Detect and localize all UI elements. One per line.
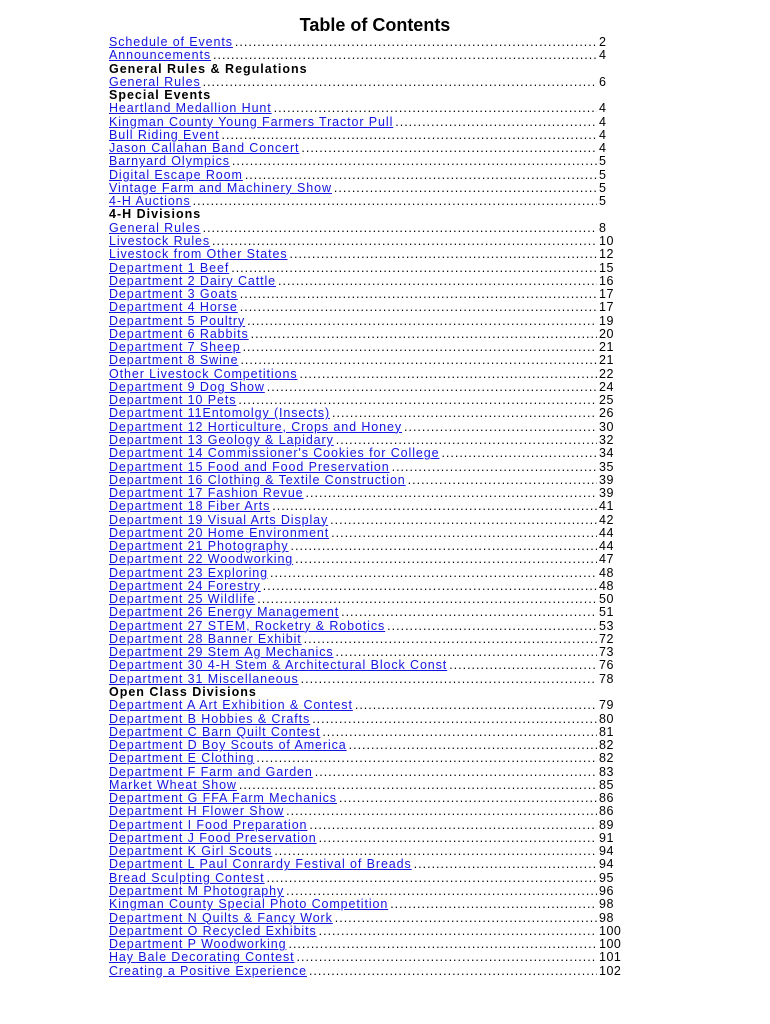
toc-entry [109,832,629,845]
toc-entry [109,965,629,978]
dot-leader [315,766,597,779]
toc-entry-link[interactable]: Department N Quilts & Fancy Work [109,910,333,925]
page-number: 44 [599,539,614,554]
toc-entry-link[interactable]: Department 3 Goats [109,287,238,302]
dot-leader [247,315,597,328]
toc-entry-link[interactable]: Department 1 Beef [109,260,230,275]
toc-entry-link[interactable]: Department 28 Banner Exhibit [109,631,302,646]
toc-entry-link[interactable]: Department A Art Exhibition & Contest [109,698,353,713]
toc-entry [109,845,629,858]
dot-leader [240,301,597,314]
toc-entry [109,514,629,527]
page-number: 4 [599,101,607,116]
toc-entry [109,142,629,155]
dot-leader [387,620,597,633]
page-number: 39 [599,472,614,487]
toc-entry-link[interactable]: Department J Food Preservation [109,830,317,845]
toc-entry-link[interactable]: Department M Photography [109,884,285,898]
dot-leader [334,182,597,195]
page-number: 80 [599,711,614,726]
toc-entry-link[interactable]: Department 27 STEM, Rocketry & Robotics [109,618,386,633]
dot-leader [339,792,597,805]
toc-list [109,36,629,978]
toc-entry [109,885,629,898]
dot-leader [213,49,597,62]
toc-entry-link[interactable]: Department 26 Energy Management [109,605,340,620]
dot-leader [319,832,597,845]
page-number: 81 [599,724,614,739]
page-number: 42 [599,512,614,527]
toc-entry-link[interactable]: Department I Food Preparation [109,817,308,832]
page-number: 19 [599,313,614,328]
dot-leader [404,421,597,434]
section-heading-label: Open Class Divisions [109,685,257,700]
page-number: 89 [599,817,614,832]
page-number: 94 [599,844,614,859]
toc-entry-link[interactable]: 4-H Auctions [109,194,191,209]
page-number: 21 [599,340,614,355]
toc-entry [109,394,629,407]
page-number: 39 [599,486,614,501]
page-number: 98 [599,897,614,912]
page-number: 35 [599,459,614,474]
toc-entry [109,951,629,964]
toc-entry-link[interactable]: Department P Woodworking [109,937,287,952]
toc-entry-link[interactable]: Department L Paul Conrardy Festival of Breads [109,857,412,872]
section-heading-label: Special Events [109,88,212,103]
dot-leader [243,341,597,354]
toc-entry [109,328,629,341]
dot-leader [295,553,597,566]
toc-entry [109,288,629,301]
toc-entry-link[interactable]: Department 25 Wildlife [109,592,256,607]
section-heading [109,208,629,221]
toc-entry [109,819,629,832]
page-number: 85 [599,777,614,792]
dot-leader [322,726,597,739]
toc-entry-link[interactable]: General Rules [109,74,201,89]
page-number: 47 [599,552,614,567]
page-number: 21 [599,353,614,368]
toc-entry-link[interactable]: Department E Clothing [109,751,255,766]
toc-entry [109,434,629,447]
toc-entry [109,898,629,911]
toc-entry-link[interactable]: Vintage Farm and Machinery Show [109,180,332,195]
toc-entry [109,620,629,633]
toc-entry [109,421,629,434]
page-number: 50 [599,592,614,607]
toc-entry-link[interactable]: Department B Hobbies & Crafts [109,711,311,726]
toc-entry-link[interactable]: Department 18 Fiber Arts [109,499,271,514]
toc-entry [109,169,629,182]
page-number: 34 [599,446,614,461]
document-title: Table of Contents [299,15,451,35]
toc-entry [109,315,629,328]
dot-leader [290,248,597,261]
toc-entry-link[interactable]: Department C Barn Quilt Contest [109,724,321,739]
toc-entry-link[interactable]: Creating a Positive Experience [109,963,307,978]
toc-entry [109,792,629,805]
toc-entry-link[interactable]: Department 29 Stem Ag Mechanics [109,645,334,660]
toc-entry-link[interactable]: Department 6 Rabbits [109,326,249,341]
page-number: 6 [599,74,607,89]
dot-leader [392,461,597,474]
toc-entry-link[interactable]: Department 13 Geology & Lapidary [109,432,334,447]
toc-entry [109,858,629,871]
toc-entry [109,155,629,168]
toc-entry-link[interactable]: Department 16 Clothing & Textile Construction [109,472,406,487]
toc-entry [109,447,629,460]
toc-entry-link[interactable]: Department 5 Poultry [109,313,246,328]
page-number: 102 [599,963,622,978]
toc-entry-link[interactable]: Department 9 Dog Show [109,379,265,394]
toc-entry-link[interactable]: Livestock from Other States [109,247,288,262]
toc-entry-link[interactable]: Department 8 Swine [109,353,239,368]
page-number: 78 [599,671,614,686]
toc-entry [109,925,629,938]
toc-entry-link[interactable]: Department 14 Commissioner's Cookies for College [109,446,440,461]
toc-entry [109,407,629,420]
toc-entry-link[interactable]: General Rules [109,220,201,235]
toc-entry-link[interactable]: Schedule of Events [109,35,233,49]
toc-entry [109,779,629,792]
page-number: 86 [599,791,614,806]
toc-entry [109,606,629,619]
toc-entry [109,354,629,367]
page-number: 16 [599,273,614,288]
page-number: 94 [599,857,614,872]
toc-entry-link[interactable]: Department 7 Sheep [109,340,241,355]
toc-entry-link[interactable]: Jason Callahan Band Concert [109,141,300,156]
toc-entry [109,487,629,500]
toc-entry [109,659,629,672]
page-number: 24 [599,379,614,394]
toc-entry [109,766,629,779]
toc-entry-link[interactable]: Department 22 Woodworking [109,552,294,567]
page-number: 8 [599,220,607,235]
dot-leader [390,898,597,911]
dot-leader [240,288,597,301]
toc-entry [109,102,629,115]
dot-leader [286,805,597,818]
dot-leader [395,116,597,129]
toc-entry [109,912,629,925]
toc-entry-link[interactable]: Department 15 Food and Food Preservation [109,459,390,474]
toc-entry [109,474,629,487]
toc-entry-link[interactable]: Department 17 Fashion Revue [109,486,304,501]
dot-leader [267,381,597,394]
page-number: 72 [599,631,614,646]
dot-leader [203,222,597,235]
page-number: 82 [599,751,614,766]
dot-leader [232,155,597,168]
dot-leader [240,354,597,367]
dot-leader [267,872,597,885]
page-number: 91 [599,830,614,845]
dot-leader [408,474,597,487]
toc-entry-link[interactable]: Announcements [109,48,212,63]
page-number: 48 [599,578,614,593]
dot-leader [272,500,597,513]
dot-leader [278,275,597,288]
toc-entry-link[interactable]: Department 20 Home Environment [109,525,330,540]
toc-entry [109,116,629,129]
toc-entry-link[interactable]: Department 23 Exploring [109,565,268,580]
dot-leader [270,567,597,580]
toc-entry-link[interactable]: Department 19 Visual Arts Display [109,512,329,527]
toc-entry-link[interactable]: Kingman County Young Farmers Tractor Pull [109,114,394,129]
page-number: 4 [599,48,607,63]
dot-leader [251,328,597,341]
toc-entry [109,341,629,354]
page-number: 12 [599,247,614,262]
dot-leader [449,659,597,672]
toc-entry [109,593,629,606]
toc-entry [109,368,629,381]
toc-entry [109,713,629,726]
dot-leader [330,514,597,527]
section-heading-label: 4-H Divisions [109,207,202,222]
toc-entry [109,540,629,553]
dot-leader [441,447,597,460]
page-number: 73 [599,645,614,660]
toc-entry [109,381,629,394]
page-number: 98 [599,910,614,925]
page-number: 82 [599,738,614,753]
page-number: 17 [599,287,614,302]
dot-leader [291,540,597,553]
dot-leader [349,739,597,752]
page-number: 101 [599,950,622,965]
dot-leader [301,673,597,686]
toc-entry-link[interactable]: Other Livestock Competitions [109,366,298,381]
toc-entry-link[interactable]: Department 24 Forestry [109,578,261,593]
page-number: 79 [599,698,614,713]
page-number: 2 [599,35,607,49]
page-number: 5 [599,167,607,182]
toc-entry-link[interactable]: Department 10 Pets [109,393,237,408]
toc-entry [109,567,629,580]
toc-entry-link[interactable]: Department D Boy Scouts of America [109,738,347,753]
toc-entry [109,580,629,593]
dot-leader [231,262,597,275]
page-number: 48 [599,565,614,580]
dot-leader [301,142,597,155]
toc-entry [109,752,629,765]
toc-entry-link[interactable]: Department H Flower Show [109,804,285,819]
page-number: 4 [599,114,607,129]
toc-entry-link[interactable]: Department 2 Dairy Cattle [109,273,277,288]
section-heading-label: General Rules & Regulations [109,61,308,76]
toc-entry [109,235,629,248]
dot-leader [245,169,597,182]
page-number: 83 [599,764,614,779]
toc-entry [109,673,629,686]
toc-entry-link[interactable]: Department G FFA Farm Mechanics [109,791,337,806]
toc-entry [109,195,629,208]
dot-leader [312,713,597,726]
toc-entry-link[interactable]: Kingman County Special Photo Competition [109,897,389,912]
toc-entry-link[interactable]: Barnyard Olympics [109,154,230,169]
page-number: 25 [599,393,614,408]
toc-entry-link[interactable]: Department F Farm and Garden [109,764,313,779]
toc-entry [109,262,629,275]
toc-entry [109,805,629,818]
toc-entry [109,527,629,540]
toc-entry-link[interactable]: Department 4 Horse [109,300,238,315]
toc-entry [109,248,629,261]
page-number: 22 [599,366,614,381]
dot-leader [335,912,597,925]
dot-leader [263,580,597,593]
toc-entry-link[interactable]: Heartland Medallion Hunt [109,101,272,116]
dot-leader [309,819,597,832]
page-number: 10 [599,233,614,248]
toc-entry-link[interactable]: Department 31 Miscellaneous [109,671,299,686]
toc-entry [109,275,629,288]
toc-entry [109,129,629,142]
dot-leader [414,858,597,871]
page-number: 5 [599,180,607,195]
page-number: 4 [599,127,607,142]
page-number: 5 [599,194,607,209]
dot-leader [235,36,597,49]
page-number: 100 [599,923,622,938]
section-heading [109,63,629,76]
page-number: 4 [599,141,607,156]
toc-entry [109,301,629,314]
toc-entry [109,633,629,646]
page-number: 53 [599,618,614,633]
toc-entry [109,726,629,739]
page-number: 30 [599,419,614,434]
dot-leader [256,752,597,765]
toc-entry-link[interactable]: Livestock Rules [109,233,211,248]
dot-leader [306,487,597,500]
toc-entry-link[interactable]: Bull Riding Event [109,127,220,142]
toc-entry-link[interactable]: Department 21 Photography [109,539,289,554]
toc-entry [109,76,629,89]
toc-entry [109,36,629,49]
dot-leader [341,606,597,619]
section-heading [109,686,629,699]
toc-entry-link[interactable]: Bread Sculpting Contest [109,870,265,885]
page-number: 95 [599,870,614,885]
toc-entry-link[interactable]: Department O Recycled Exhibits [109,923,317,938]
section-heading [109,89,629,102]
dot-leader [309,965,597,978]
dot-leader [274,102,597,115]
dot-leader [331,527,597,540]
page-number: 41 [599,499,614,514]
toc-entry [109,739,629,752]
page-number: 96 [599,884,614,898]
toc-entry-link[interactable]: Department 12 Horticulture, Crops and Honey [109,419,402,434]
toc-entry-link[interactable]: Department 11Entomolgy (Insects) [109,406,331,421]
dot-leader [203,76,597,89]
page-number: 5 [599,154,607,169]
toc-entry [109,182,629,195]
toc-entry [109,872,629,885]
page-number: 86 [599,804,614,819]
toc-entry [109,553,629,566]
toc-entry [109,699,629,712]
toc-entry-link[interactable]: Digital Escape Room [109,167,243,182]
page-number: 51 [599,605,614,620]
toc-entry [109,646,629,659]
toc-entry-link[interactable]: Department K Girl Scouts [109,844,273,859]
page-number: 20 [599,326,614,341]
toc-entry [109,500,629,513]
toc-entry [109,938,629,951]
page-number: 15 [599,260,614,275]
dot-leader [297,951,598,964]
dot-leader [299,368,597,381]
dot-leader [193,195,597,208]
dot-leader [288,938,597,951]
toc-entry-link[interactable]: Market Wheat Show [109,777,237,792]
toc-entry-link[interactable]: Hay Bale Decorating Contest [109,950,295,965]
page-number: 76 [599,658,614,673]
toc-entry-link[interactable]: Department 30 4-H Stem & Architectural Block Const [109,658,448,673]
dot-leader [332,407,597,420]
dot-leader [304,633,597,646]
table-of-contents [109,14,629,978]
dot-leader [319,925,597,938]
page-number: 100 [599,937,622,952]
page-number: 17 [599,300,614,315]
toc-entry [109,461,629,474]
page-number: 26 [599,406,614,421]
page-number: 44 [599,525,614,540]
dot-leader [355,699,597,712]
toc-entry [109,49,629,62]
toc-entry [109,222,629,235]
page-number: 32 [599,432,614,447]
